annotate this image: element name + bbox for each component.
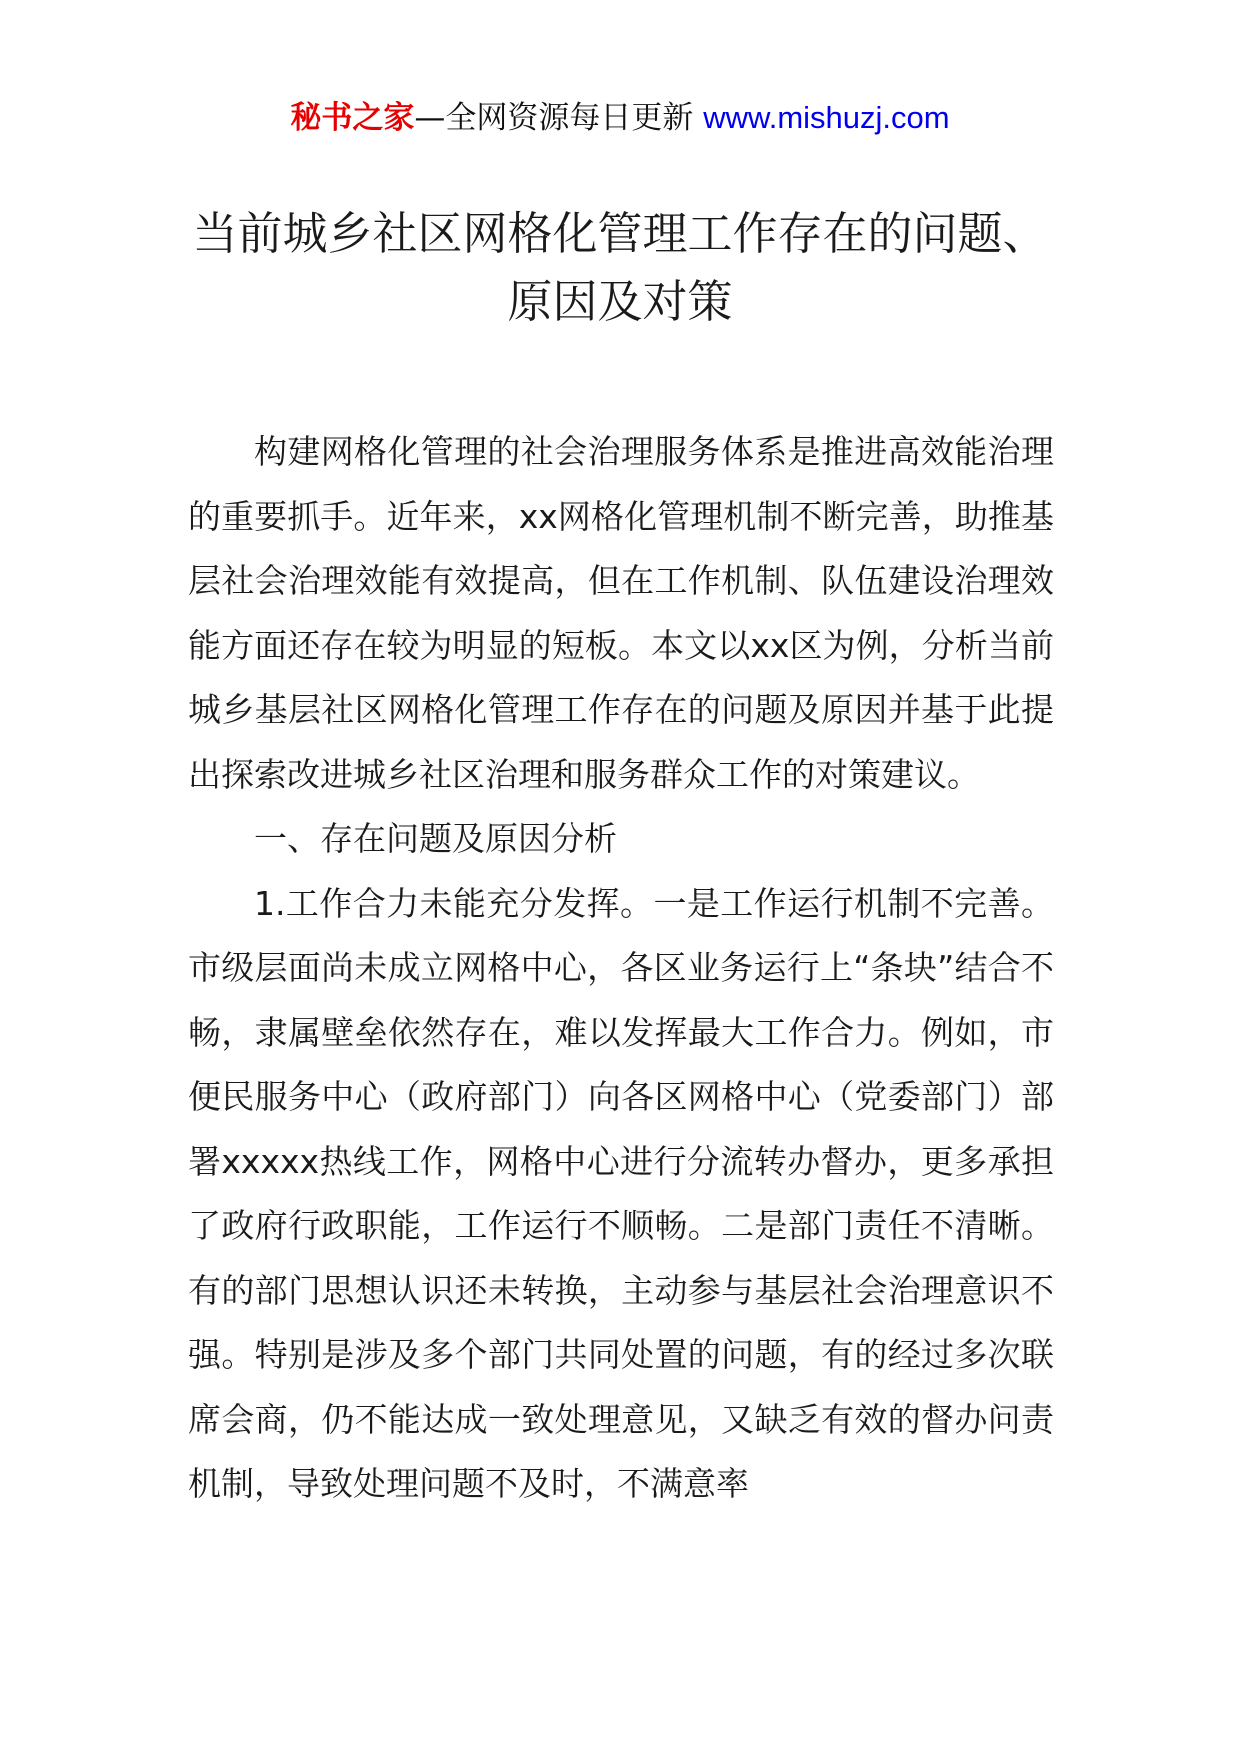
site-header bbox=[0, 98, 1240, 138]
item-paragraph: 1.工作合力未能充分发挥。一是工作运行机制不完善。市级层面尚未成立网格中心，各区业务运行上“条块”结合不畅，隶属壁垒依然存在，难以发挥最大工作合力。例如，市便民服务中心（政府部门）向各区网格中心（党委部门）部署xxxxx热线工作，网格中心进行分流转办督办，更多承担了政府行政职能，工作运行不顺畅。二是部门责任不清晰。有的部门思想认识还未转换，主动参与基层社会治理意识不强。特别是涉及多个部门共同处置的问题，有的经过多次联席会商，仍不能达成一致处理意见，又缺乏有效的督办问责机制，导致处理问题不及时，不满意率 bbox=[188, 883, 1054, 1503]
site-brand: 秘书之家 bbox=[290, 100, 415, 136]
title-line-1: 当前城乡社区网格化管理工作存在的问题、 bbox=[192, 207, 1048, 260]
site-url-link[interactable]: www.mishuzj.com bbox=[703, 100, 950, 135]
document-title bbox=[150, 200, 1090, 336]
document-body bbox=[188, 420, 1054, 1517]
intro-paragraph: 构建网格化管理的社会治理服务体系是推进高效能治理的重要抓手。近年来，xx网格化管理机制不断完善，助推基层社会治理效能有效提高，但在工作机制、队伍建设治理效能方面还存在较为明显的短板。本文以xx区为例，分析当前城乡基层社区网格化管理工作存在的问题及原因并基于此提出探索改进城乡社区治理和服务群众工作的对策建议。 bbox=[188, 432, 1054, 794]
site-tagline: —全网资源每日更新 bbox=[414, 100, 704, 136]
title-line-2: 原因及对策 bbox=[507, 275, 733, 328]
section-heading: 一、存在问题及原因分析 bbox=[254, 819, 617, 858]
